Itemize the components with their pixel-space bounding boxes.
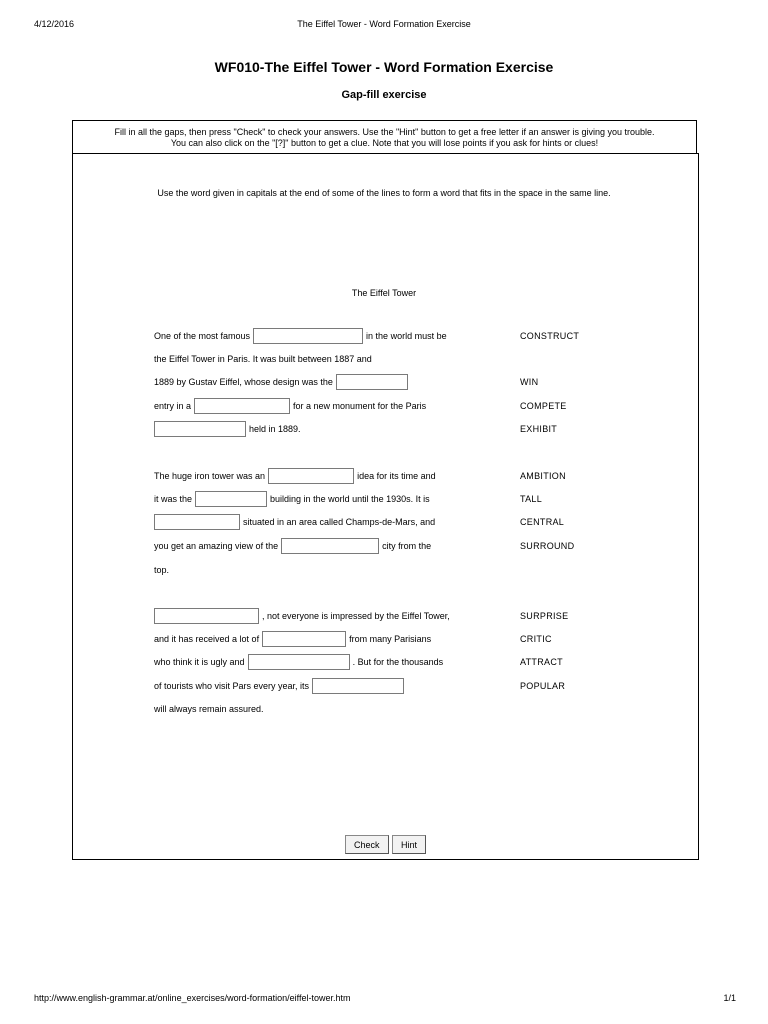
print-footer-url: http://www.english-grammar.at/online_exercises/word-formation/eiffel-tower.htm: [34, 993, 351, 1003]
page-subtitle: Gap-fill exercise: [341, 89, 427, 101]
passage-line: [154, 653, 443, 671]
gap-input-6[interactable]: [195, 491, 267, 507]
line-text-before: who think it is ugly and: [154, 657, 245, 667]
check-button[interactable]: Check: [345, 835, 389, 854]
line-text: top.: [154, 565, 170, 575]
keyword-label: EXHIBIT: [520, 424, 558, 434]
passage-line: [154, 700, 264, 718]
line-text-before: you get an amazing view of the: [154, 541, 279, 551]
gap-input-9[interactable]: [154, 608, 259, 624]
print-header-date: 4/12/2016: [34, 19, 75, 29]
line-text-after: from many Parisians: [349, 634, 432, 644]
passage-line: [154, 397, 426, 415]
keyword-label: TALL: [520, 494, 543, 504]
passage-line: [154, 467, 436, 485]
exercise-directions: Use the word given in capitals at the end of some of the lines to form a word that fits in the space in the same line.: [157, 188, 611, 198]
line-text-after: city from the: [382, 541, 432, 551]
passage-title: The Eiffel Tower: [351, 288, 417, 298]
gap-input-11[interactable]: [248, 654, 350, 670]
line-text-after: idea for its time and: [357, 471, 436, 481]
passage-line: [154, 630, 431, 648]
line-text-before: The huge iron tower was an: [154, 471, 266, 481]
line-text-after: in the world must be: [366, 331, 447, 341]
keyword-label: POPULAR: [520, 681, 566, 691]
keyword-label: CRITIC: [520, 634, 552, 644]
keyword-label: SURPRISE: [520, 611, 569, 621]
line-text-before: One of the most famous: [154, 331, 251, 341]
line-text-before: of tourists who visit Pars every year, its: [154, 681, 310, 691]
page-title: WF010-The Eiffel Tower - Word Formation Exercise: [214, 59, 554, 75]
keyword-label: COMPETE: [520, 401, 567, 411]
gap-input-1[interactable]: [253, 328, 363, 344]
instructions-line-2: You can also click on the "[?]" button to get a clue. Note that you will lose points if you ask for hints or clues!: [170, 138, 599, 148]
passage-line: [154, 607, 450, 625]
instructions-box: [72, 120, 697, 154]
line-text-before: 1889 by Gustav Eiffel, whose design was the: [154, 377, 333, 387]
line-text: the Eiffel Tower in Paris. It was built between 1887 and: [154, 354, 372, 364]
gap-input-12[interactable]: [312, 678, 404, 694]
line-text-after: held in 1889.: [249, 424, 301, 434]
line-text-after: situated in an area called Champs-de-Mars, and: [243, 517, 436, 527]
gap-input-10[interactable]: [262, 631, 346, 647]
line-text: will always remain assured.: [154, 704, 264, 714]
keyword-label: WIN: [520, 377, 539, 387]
line-text-before: it was the: [154, 494, 193, 504]
line-text-after: building in the world until the 1930s. It is: [270, 494, 430, 504]
passage-line: [154, 677, 407, 695]
passage-line: [154, 327, 447, 345]
passage-line: [154, 537, 431, 555]
print-header-title: The Eiffel Tower - Word Formation Exercise: [297, 19, 471, 29]
keyword-label: CENTRAL: [520, 517, 565, 527]
keyword-label: AMBITION: [520, 471, 566, 481]
gap-input-2[interactable]: [336, 374, 408, 390]
keyword-label: ATTRACT: [520, 657, 563, 667]
passage-line: [154, 373, 411, 391]
hint-button[interactable]: Hint: [392, 835, 426, 854]
keyword-label: CONSTRUCT: [520, 331, 580, 341]
gap-input-5[interactable]: [268, 468, 354, 484]
gap-input-7[interactable]: [154, 514, 240, 530]
keyword-label: SURROUND: [520, 541, 575, 551]
line-text-after: for a new monument for the Paris: [293, 401, 427, 411]
gap-input-4[interactable]: [154, 421, 246, 437]
gap-input-8[interactable]: [281, 538, 379, 554]
line-text-after: , not everyone is impressed by the Eiffel Tower,: [262, 611, 450, 621]
line-text-after: . But for the thousands: [352, 657, 444, 667]
line-text-before: and it has received a lot of: [154, 634, 260, 644]
print-footer-page: 1/1: [723, 993, 736, 1003]
passage-line: [154, 513, 435, 531]
gap-input-3[interactable]: [194, 398, 290, 414]
passage-line: [154, 420, 301, 438]
passage-line: [154, 350, 372, 368]
passage-line: [154, 490, 430, 508]
passage-line: [154, 561, 169, 579]
instructions-line-1: Fill in all the gaps, then press "Check" to check your answers. Use the "Hint" button to get a free letter if an answer is giving you trouble.: [114, 127, 655, 137]
line-text-before: entry in a: [154, 401, 192, 411]
